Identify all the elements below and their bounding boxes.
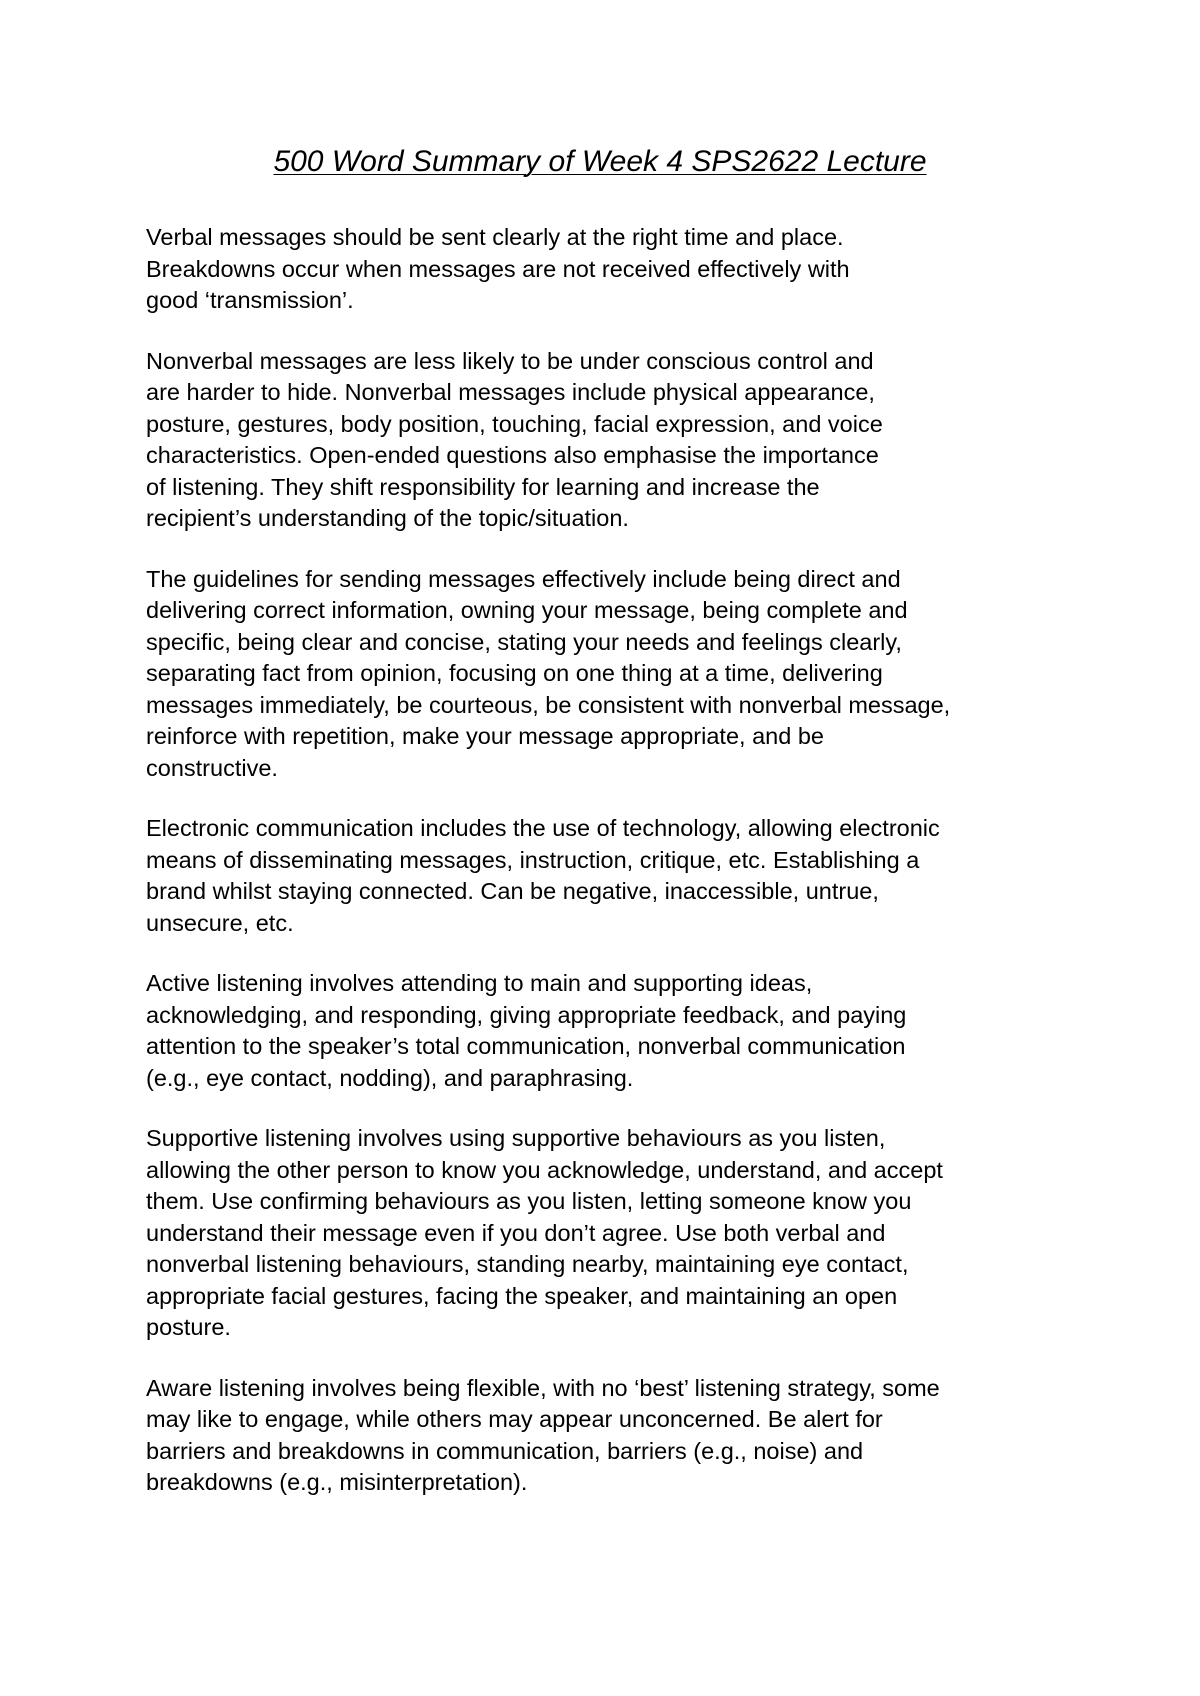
paragraph-nonverbal-messages: Nonverbal messages are less likely to be under conscious control and are harder to hide. Nonverbal messages include physical appearance, posture, gestures, body position, touching, facial expression, and voice characteristics. Open-ended questions also emphasise the importance of listening. They shift responsibility for learning and increase the recipient’s understanding of the topic/situation. — [146, 347, 883, 531]
paragraph-aware-listening: Aware listening involves being flexible, with no ‘best’ listening strategy, some may like to engage, while others may appear unconcerned. Be alert for barriers and breakdowns in communication, barriers (e.g., noise) and breakdowns (e.g., misinterpretation). — [146, 1374, 940, 1495]
document-body — [146, 222, 1066, 1528]
paragraph-active-listening: Active listening involves attending to main and supporting ideas, acknowledging, and responding, giving appropriate feedback, and paying attention to the speaker’s total communication, nonverbal communication (e.g., eye contact, nodding), and paraphrasing. — [146, 970, 907, 1091]
paragraph-verbal-messages: Verbal messages should be sent clearly at the right time and place. Breakdowns occur when messages are not received effectively with good ‘transmission’. — [146, 224, 850, 313]
document-title: 500 Word Summary of Week 4 SPS2622 Lecture — [273, 145, 927, 178]
paragraph-electronic-communication: Electronic communication includes the use of technology, allowing electronic means of disseminating messages, instruction, critique, etc. Establishing a brand whilst staying connected. Can be negative, inaccessible, untrue, unsecure, etc. — [146, 815, 940, 936]
paragraph-supportive-listening: Supportive listening involves using supportive behaviours as you listen, allowing the other person to know you acknowledge, understand, and accept them. Use confirming behaviours as you listen, letting someone know you understand their message even if you don’t agree. Use both verbal and nonverbal listening behaviours, standing nearby, maintaining eye contact, appropriate facial gestures, facing the speaker, and maintaining an open posture. — [146, 1125, 943, 1340]
paragraph-sending-guidelines: The guidelines for sending messages effectively include being direct and delivering correct information, owning your message, being complete and specific, being clear and concise, stating your needs and feelings clearly, separating fact from opinion, focusing on one thing at a time, delivering messages immediately, be courteous, be consistent with nonverbal message, reinforce with repetition, make your message appropriate, and be constructive. — [146, 565, 951, 781]
